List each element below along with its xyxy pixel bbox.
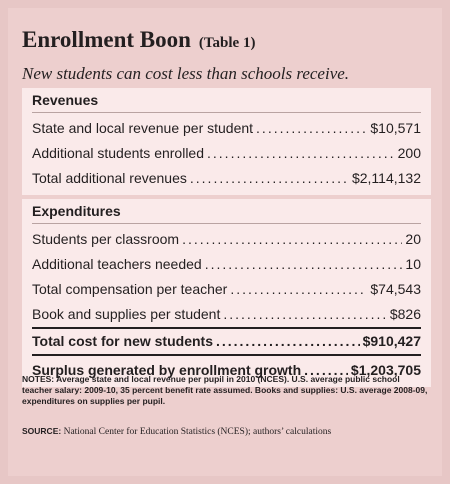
- table-title: [22, 26, 255, 57]
- row-label: Total additional revenues: [32, 170, 187, 186]
- table-subtitle: New students can cost less than schools receive.: [22, 64, 350, 83]
- row-label: State and local revenue per student: [32, 120, 254, 136]
- leader-dots: [216, 329, 360, 354]
- row-label: Surplus generated by enrollment growth: [32, 362, 302, 378]
- row-label: Total cost for new students: [32, 333, 213, 349]
- table-row: [32, 302, 421, 327]
- title-text: Enrollment Boon: [22, 27, 191, 52]
- row-value: $2,114,132: [351, 170, 421, 186]
- table-row: [32, 252, 421, 277]
- row-value: 20: [405, 231, 421, 247]
- revenues-heading: Revenues: [32, 90, 421, 113]
- leader-dots: [190, 166, 349, 191]
- expenditures-section: [22, 199, 431, 387]
- row-label: Total compensation per teacher: [32, 281, 228, 297]
- row-label: Additional teachers needed: [32, 256, 202, 272]
- row-value: 10: [405, 256, 421, 272]
- row-label: Additional students enrolled: [32, 145, 205, 161]
- row-value: 200: [397, 145, 421, 161]
- row-value: $1,203,705: [350, 362, 421, 378]
- row-value: $10,571: [370, 120, 421, 136]
- leader-dots: [256, 116, 367, 141]
- table-row: [32, 166, 421, 191]
- table-label: (Table 1): [198, 35, 256, 51]
- leader-dots: [182, 227, 402, 252]
- row-label: Book and supplies per student: [32, 306, 221, 322]
- source-text: National Center for Education Statistics (NCES); authors’ calculations: [63, 427, 332, 437]
- leader-dots: [205, 252, 403, 277]
- leader-dots: [230, 277, 367, 302]
- expenditures-heading: Expenditures: [32, 201, 421, 224]
- revenues-section: [22, 88, 431, 195]
- table-notes: NOTES: Average state and local revenue per pupil in 2010 (NCES). U.S. average public school teacher salary: 2009-10, 35 percent benefit rate assumed. Books and supplies: U.S. average 2008-09, expenditures on supplies per pupil.: [22, 374, 428, 406]
- leader-dots: [207, 141, 395, 166]
- total-cost-row: [32, 329, 421, 354]
- row-label: Students per classroom: [32, 231, 180, 247]
- leader-dots: [223, 302, 386, 327]
- table-row: [32, 141, 421, 166]
- source-label: SOURCE:: [22, 426, 62, 436]
- data-table: [22, 88, 431, 387]
- table-source: [22, 426, 428, 438]
- table-row: [32, 116, 421, 141]
- row-value: $74,543: [370, 281, 421, 297]
- row-value: $910,427: [362, 333, 421, 349]
- table-row: [32, 277, 421, 302]
- table-row: [32, 227, 421, 252]
- row-value: $826: [389, 306, 421, 322]
